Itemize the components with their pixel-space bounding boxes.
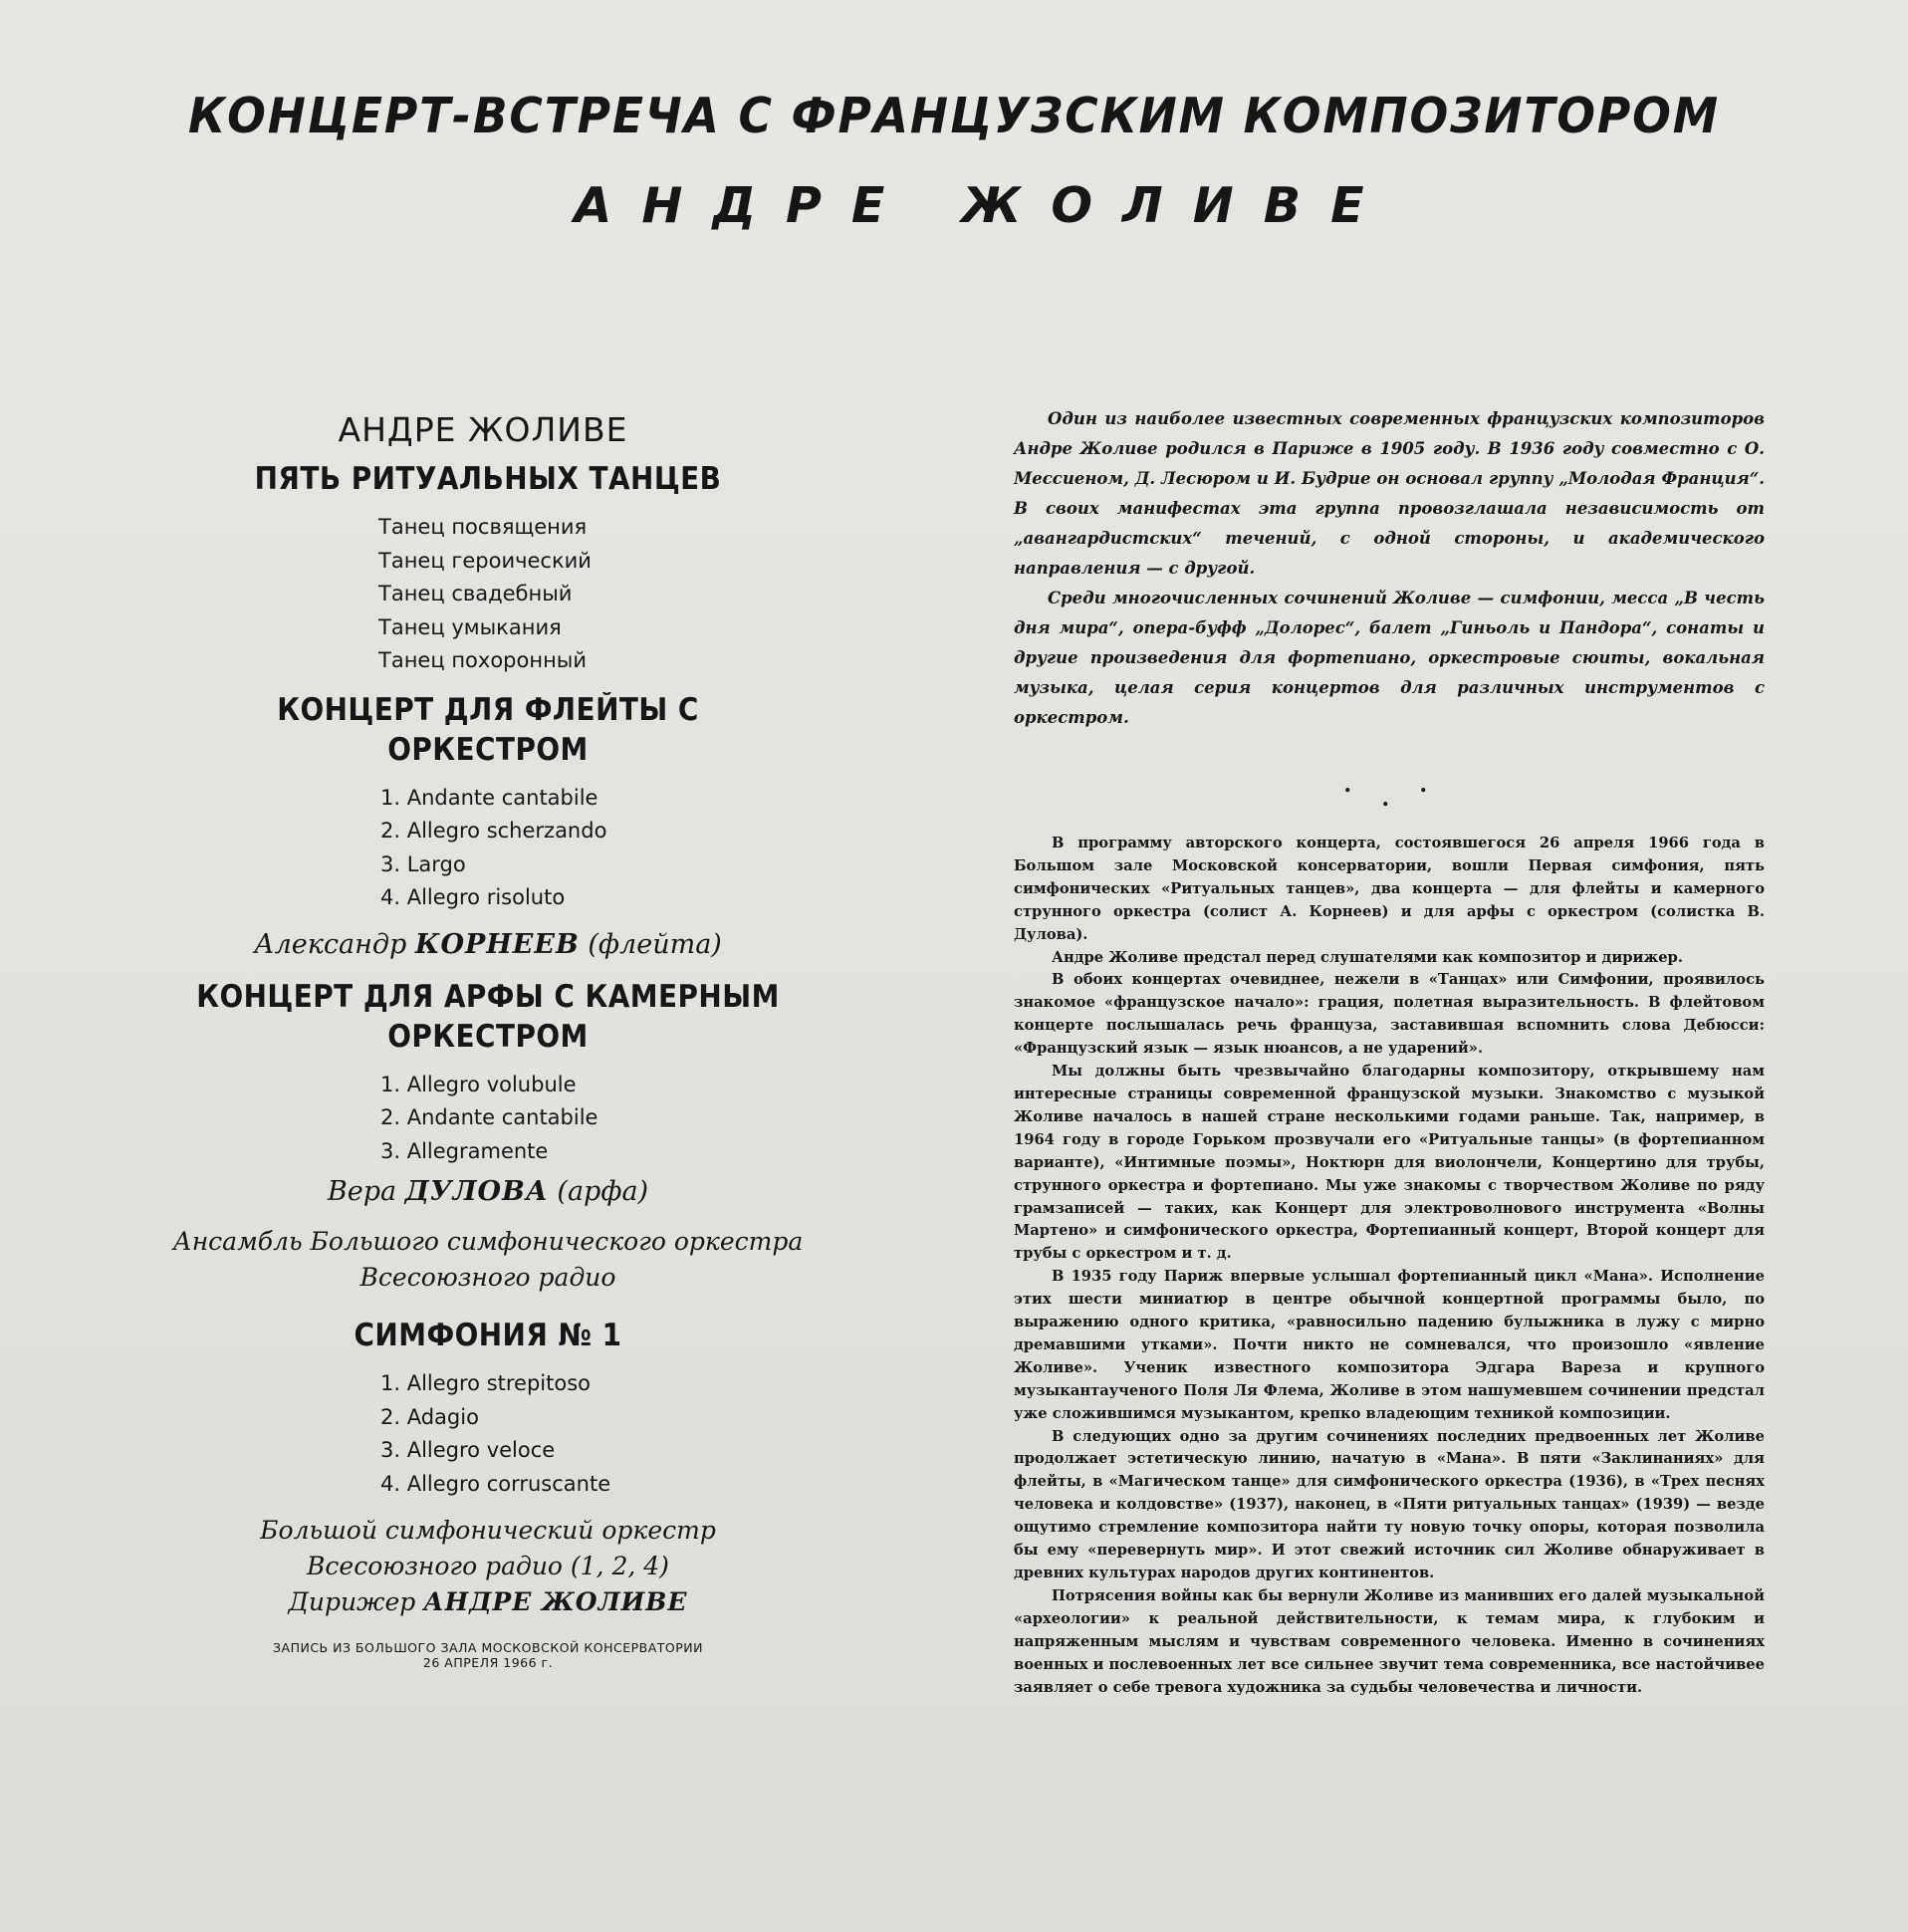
soloist-first-name: Вера	[327, 1176, 397, 1207]
article-paragraph: Потрясения войны как бы вернули Жоливе из манивших его далей музыкальной «археологии» к реальной действительности, к темам мира, к глубоким и напряженным мыслям и чувствам современного человека. Именно в сочинениях военных и послевоенных лет все сильнее звучит тема современника, все настойчивее заявляет о себе тревога художника за судьбы человечества и личности.	[1014, 1586, 1765, 1696]
program-column	[139, 410, 836, 1670]
program-composer: АНДРЕ ЖОЛИВЕ	[338, 410, 628, 449]
orchestra-line: Всесоюзного радио (1, 2, 4)	[307, 1552, 669, 1580]
ensemble-line: Всесоюзного радио	[359, 1263, 616, 1292]
symphony-movement-list	[139, 1367, 836, 1501]
flute-soloist	[139, 927, 836, 963]
list-item: 2. Adagio	[380, 1404, 479, 1429]
conductor-name: АНДРЕ ЖОЛИВЕ	[423, 1587, 688, 1616]
article-paragraph: В обоих концертах очевиднее, нежели в «Танцах» или Симфонии, проявилось знакомое «французское начало»: грация, полетная выразительность. В флейтовом концерте послышалась речь француза, заставившая вспомнить слова Дебюсси: «Французский язык — язык нюансов, а не ударений».	[1014, 971, 1765, 1058]
conductor-line	[139, 1584, 836, 1620]
list-item: 2. Allegro scherzando	[380, 819, 607, 843]
list-item: Танец похоронный	[378, 648, 588, 672]
work-title-symphony: СИМФОНИЯ № 1	[354, 1318, 622, 1353]
work-title-flute-concerto: КОНЦЕРТ ДЛЯ ФЛЕЙТЫ С ОРКЕСТРОМ	[277, 691, 699, 768]
composer-title: АНДРЕ ЖОЛИВЕ	[574, 177, 1394, 234]
soloist-instrument: (арфа)	[557, 1176, 649, 1207]
work-title-line: КОНЦЕРТ ДЛЯ АРФЫ С КАМЕРНЫМ	[196, 978, 780, 1015]
article-paragraph: Мы должны быть чрезвычайно благодарны композитору, открывшему нам интересные страницы современной французской музыки. Знакомство с музыкой Жоливе началось в нашей стране несколькими годами раньше. Так, например, в 1964 году в городе Горьком прозвучали его «Ритуальные танцы» (в фортепианном варианте), «Интимные поэмы», Ноктюрн для виолончели, Концертино для трубы, струнного оркестра и фортепиано. Мы уже знакомы с творчеством Жоливе по ряду грамзаписей — таких, как Концерт для электроволнового инструмента «Волны Мартено» и симфонического оркестра, Фортепианный концерт, Второй концерт для трубы с оркестром и т. д.	[1014, 1063, 1765, 1263]
conductor-label: Дирижер	[288, 1587, 416, 1616]
article-paragraph: Андре Жоливе предстал перед слушателями как композитор и дирижер.	[1052, 948, 1683, 966]
ensemble-line: Ансамбль Большого симфонического оркестра	[172, 1227, 804, 1256]
orchestra-line: Большой симфонический оркестр	[260, 1516, 716, 1545]
soloist-surname: ДУЛОВА	[404, 1176, 549, 1207]
soloist-first-name: Александр	[254, 928, 407, 960]
list-item: Танец героический	[378, 548, 592, 573]
section-divider: . . .	[1344, 769, 1455, 812]
list-item: 1. Andante cantabile	[380, 785, 598, 810]
list-item: 3. Allegro veloce	[380, 1438, 556, 1462]
list-item: 1. Allegro volubule	[380, 1072, 577, 1096]
harp-ensemble	[139, 1224, 836, 1296]
recording-note	[139, 1640, 836, 1670]
list-item: 2. Andante cantabile	[380, 1105, 598, 1129]
list-item: 4. Allegro risoluto	[380, 885, 566, 909]
list-item: Танец посвящения	[378, 515, 588, 539]
harp-movement-list	[139, 1069, 836, 1169]
list-item: 1. Allegro strepitoso	[380, 1371, 591, 1395]
work-title-line: ОРКЕСТРОМ	[387, 1018, 589, 1055]
article-paragraph: В программу авторского концерта, состоявшегося 26 апреля 1966 года в Большом зале Московской консерватории, вошли Первая симфония, пять симфонических «Ритуальных танцев», два концерта — для флейты и камерного струнного оркестра (солист А. Корнеев) и для арфы с оркестром (солистка В. Дулова).	[1014, 835, 1765, 943]
concert-title: КОНЦЕРТ-ВСТРЕЧА С ФРАНЦУЗСКИМ КОМПОЗИТОРОМ	[188, 88, 1720, 144]
work-title-ritual-dances: ПЯТЬ РИТУАЛЬНЫХ ТАНЦЕВ	[254, 461, 722, 497]
list-item: Танец свадебный	[378, 582, 573, 605]
intro-paragraph: Среди многочисленных сочинений Жоливе — симфонии, месса „В честь дня мира“, опера-буфф „Долорес“, балет „Гиньоль и Пандора“, сонаты и другие произведения для фортепиано, оркестровые сюиты, вокальная музыка, целая серия концертов для различных инструментов с оркестром.	[1014, 589, 1765, 727]
flute-movement-list	[139, 782, 836, 915]
list-item: Танец умыкания	[378, 614, 562, 639]
work-title-harp-concerto	[174, 977, 802, 1057]
intro-paragraph: Один из наиболее известных современных французских композиторов Андре Жоливе родился в Париже в 1905 году. В 1936 году совместно с О. Мессиеном, Д. Лесюром и И. Будрие он основал группу „Молодая Франция“. В своих манифестах эта группа провозглашала независимость от „авангардистских“ течений, с одной стороны, и академического направления — с другой.	[1014, 409, 1765, 578]
harp-soloist	[139, 1174, 836, 1210]
intro-text	[1014, 404, 1765, 733]
soloist-surname: КОРНЕЕВ	[414, 928, 580, 960]
list-item: 3. Allegramente	[380, 1138, 549, 1163]
recording-venue: ЗАПИСЬ ИЗ БОЛЬШОГО ЗАЛА МОСКОВСКОЙ КОНСЕРВАТОРИИ	[273, 1640, 703, 1655]
list-item: 3. Largo	[380, 851, 466, 876]
article-paragraph: В следующих одно за другим сочинениях последних предвоенных лет Жоливе продолжает эстетическую линию, начатую в «Мана». В пяти «Заклинаниях» для флейты, в «Магическом танце» для симфонического оркестра (1936), в «Трех песнях человека и колдовстве» (1937), наконец, в «Пяти ритуальных танцах» (1939) — везде ощутимо стремление композитора найти ту новую точку опоры, которая позволила бы ему «перевернуть мир». И этот свежий источник сил Жоливе обнаруживает в древних культурах народов других континентов.	[1014, 1427, 1765, 1581]
article-paragraph: В 1935 году Париж впервые услышал фортепианный цикл «Мана». Исполнение этих шести миниатюр в центре обычной концертной программы было, по выражению одного критика, «равносильно падению булыжника в лужу с мирно дремавшими утками». Почти никто не сомневался, что произошло «явление Жоливе». Ученик известного композитора Эдгара Вареза и крупного музыкантаученого Поля Ля Флема, Жоливе в этом нашумевшем сочинении предстал уже сложившимся музыкантом, крепко владеющим техникой композиции.	[1014, 1268, 1765, 1422]
soloist-instrument: (флейта)	[588, 928, 722, 960]
dance-list	[139, 511, 836, 678]
list-item: 4. Allegro corruscante	[380, 1471, 611, 1496]
symphony-orchestra	[139, 1513, 836, 1620]
recording-date: 26 АПРЕЛЯ 1966 г.	[422, 1655, 554, 1670]
article-text	[1014, 833, 1765, 1699]
